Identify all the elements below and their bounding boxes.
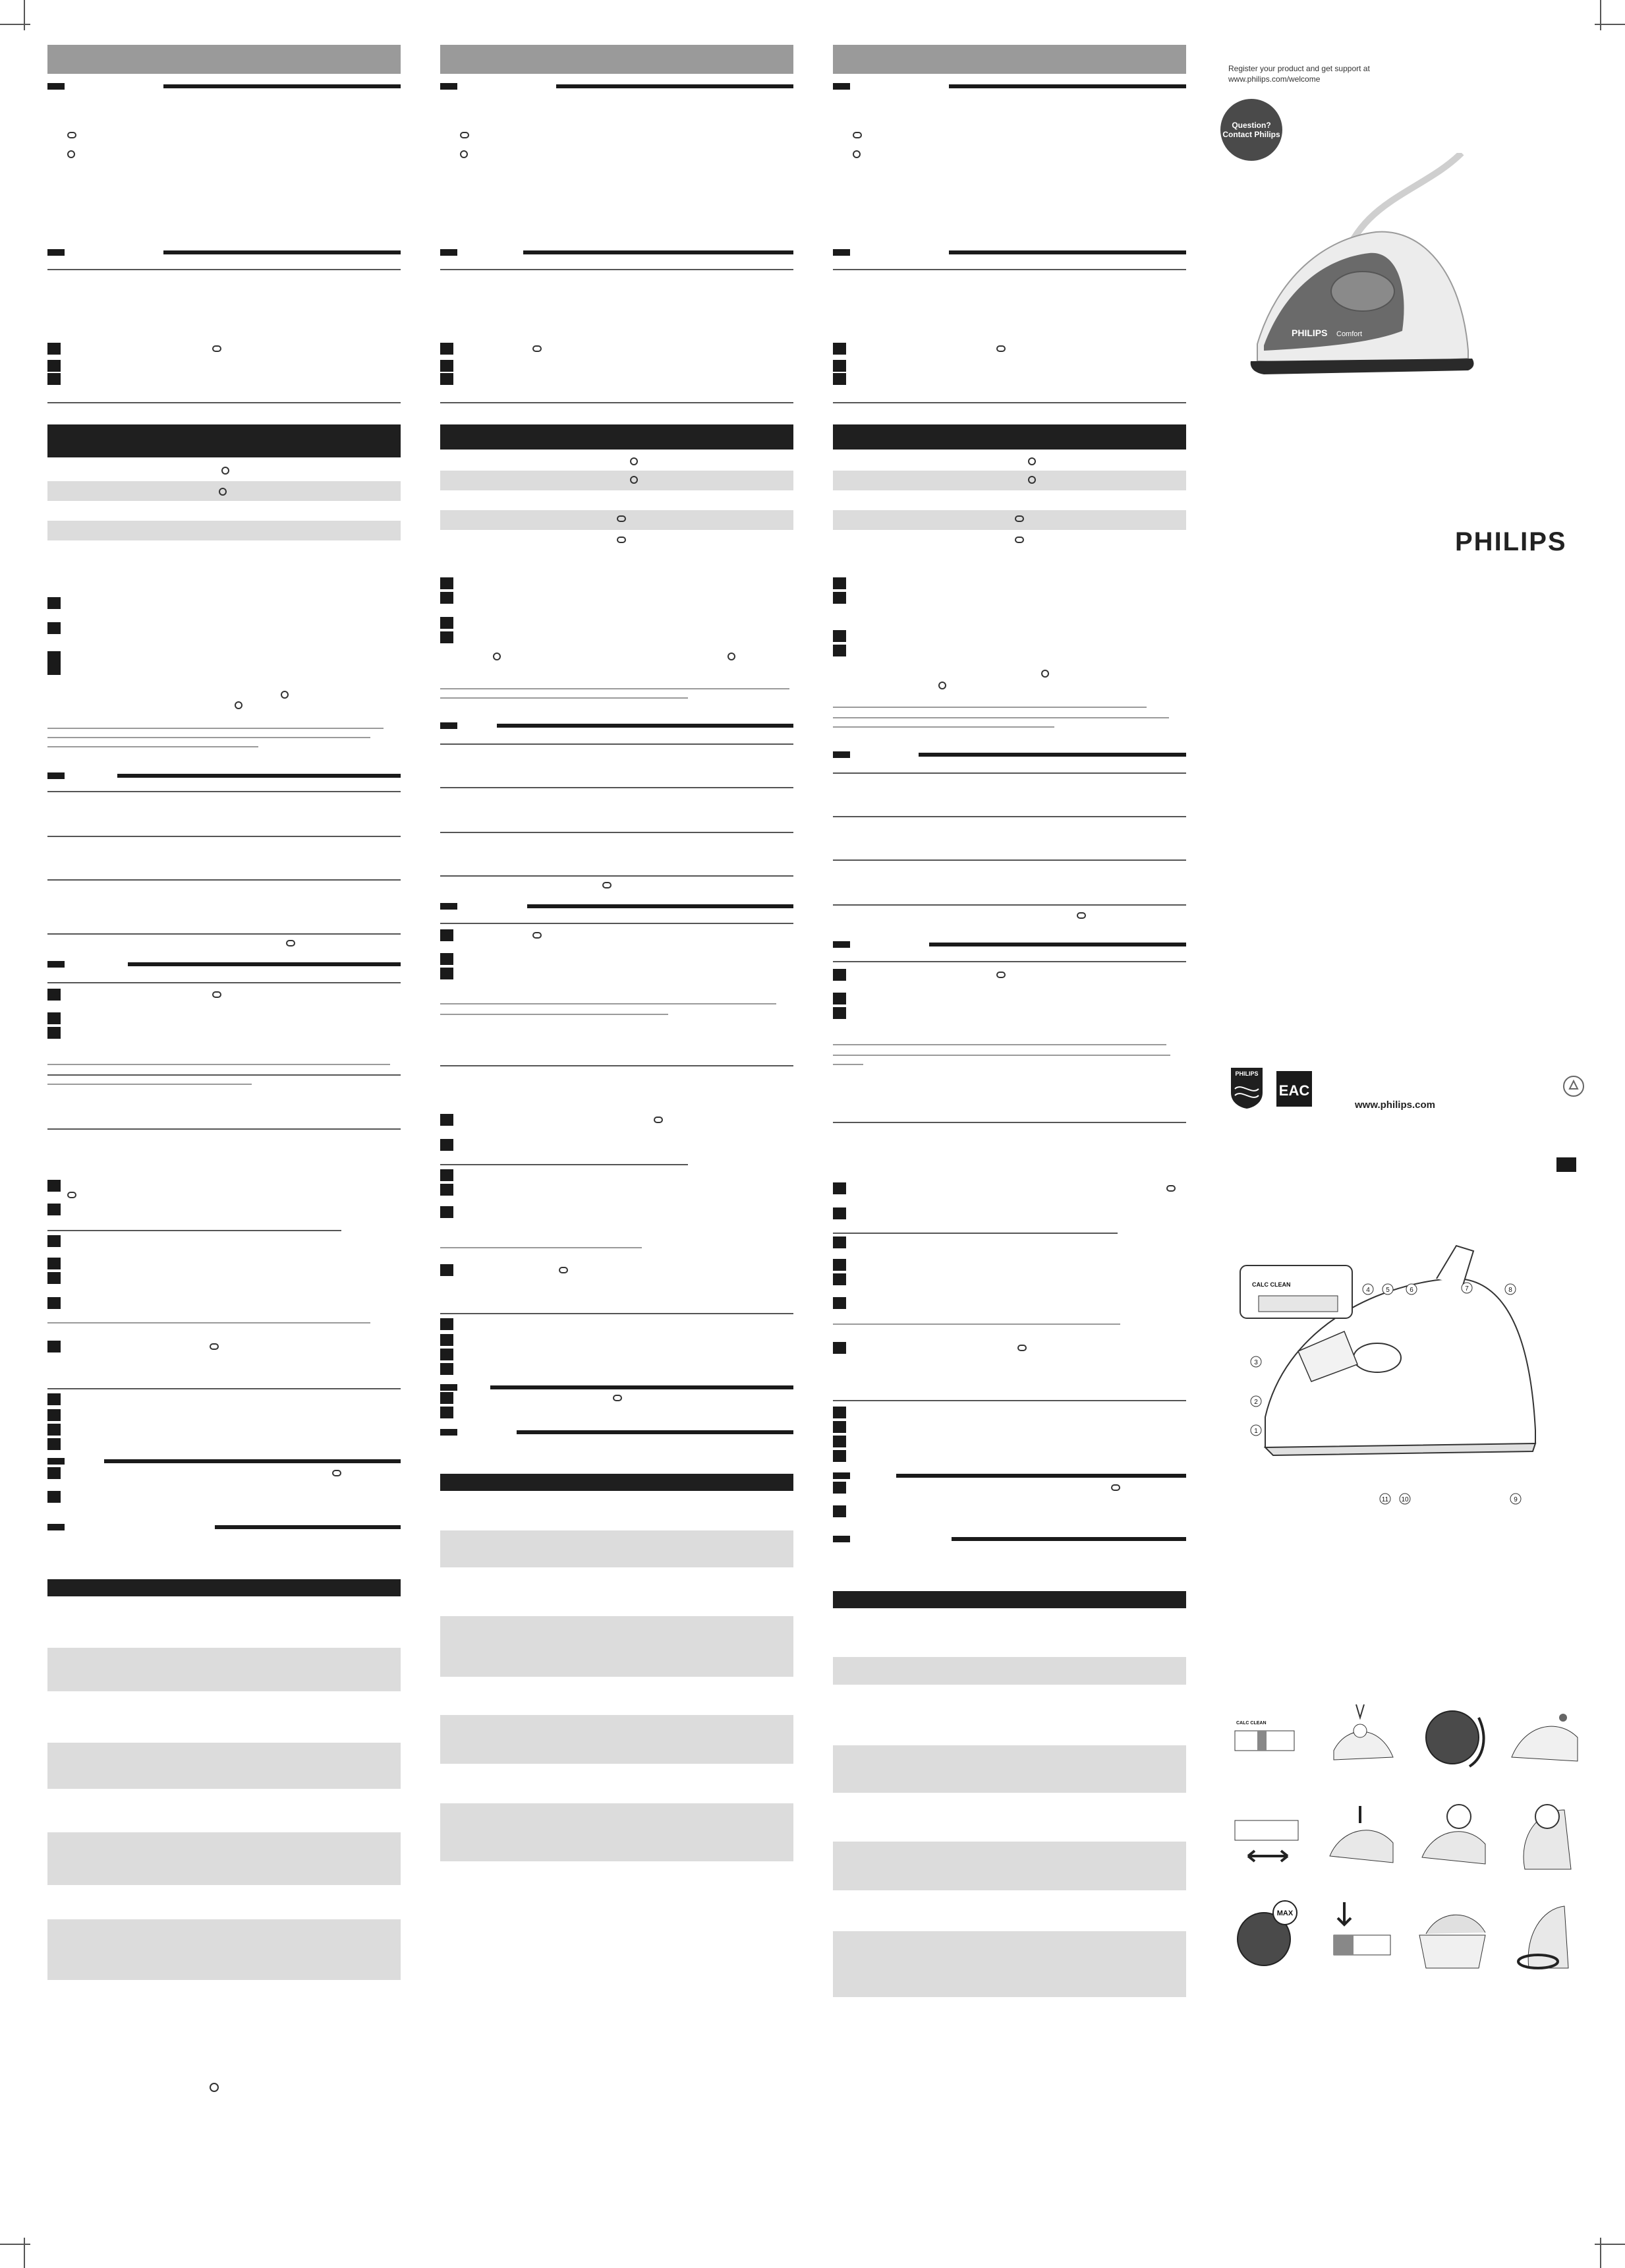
text-line [833, 717, 1169, 718]
table-band [47, 1743, 401, 1789]
step-bullet [833, 630, 846, 642]
text-line [47, 1064, 390, 1065]
text-line [440, 697, 688, 699]
section-heading [47, 1524, 401, 1530]
text-line [833, 1064, 863, 1065]
step-bullet [440, 1349, 453, 1360]
table-band [833, 1842, 1186, 1890]
divider [47, 836, 401, 837]
table-band [47, 521, 401, 540]
step-bullet [47, 360, 61, 372]
divider [833, 1122, 1186, 1123]
section-header-bar [440, 1474, 793, 1491]
step-bullet [47, 1438, 61, 1450]
step-bullet [833, 360, 846, 372]
step-bullet [47, 1491, 61, 1503]
temperature-icon [221, 467, 229, 475]
step-figure-temperature-dial [1413, 1698, 1492, 1777]
step-figure-dial-max [1228, 1896, 1307, 1975]
droplet-steam-icon [212, 991, 221, 998]
droplet-steam-icon [996, 972, 1006, 978]
text-line [440, 688, 789, 689]
callout-8: 8 [1508, 1287, 1512, 1294]
callout-5: 5 [1386, 1287, 1390, 1294]
text-line [440, 1014, 668, 1015]
step-bullet [833, 1450, 846, 1462]
callout-2: 2 [1254, 1399, 1258, 1406]
temperature-icon [727, 653, 735, 660]
temperature-icon [938, 682, 946, 689]
step-bullet [833, 343, 846, 355]
divider [47, 402, 401, 403]
step-bullet [440, 1184, 453, 1196]
droplet-steam-icon [1077, 912, 1086, 919]
divider [47, 879, 401, 881]
step-bullet [47, 663, 61, 675]
temperature-icon [1041, 670, 1049, 678]
step-bullet [440, 929, 453, 941]
steam-iron-product-image [1238, 153, 1481, 436]
droplet-steam-icon [532, 345, 542, 352]
step-bullet [47, 1297, 61, 1309]
step-bullet [440, 592, 453, 604]
droplet-steam-icon [332, 1470, 341, 1476]
eac-label: EAC [1278, 1082, 1310, 1099]
divider [47, 1230, 341, 1231]
step-bullet [833, 1007, 846, 1019]
section-header-bar [833, 1591, 1186, 1608]
product-model-text: Comfort [1336, 330, 1363, 338]
temperature-icon [235, 701, 242, 709]
step-calc-clean-label: CALC CLEAN [1236, 1721, 1267, 1726]
step-figure-calc-clean-slider [1228, 1698, 1307, 1777]
divider [833, 1233, 1118, 1234]
droplet-steam-icon [286, 940, 295, 946]
divider [440, 1164, 688, 1165]
text-line [833, 1323, 1120, 1325]
divider [47, 791, 401, 792]
divider [833, 904, 1186, 906]
divider [833, 1400, 1186, 1401]
callout-6: 6 [1410, 1287, 1413, 1294]
droplet-steam-icon [853, 132, 862, 138]
crop-mark [1600, 2238, 1601, 2268]
step-bullet [833, 1259, 846, 1271]
step-bullet [440, 1169, 453, 1181]
droplet-steam-icon [996, 345, 1006, 352]
step-bullet [440, 577, 453, 589]
crop-mark [1595, 24, 1625, 25]
step-bullet [47, 1235, 61, 1247]
table-band [833, 471, 1186, 490]
divider [440, 832, 793, 833]
step-bullet [833, 1482, 846, 1494]
divider [833, 269, 1186, 270]
step-bullet [833, 969, 846, 981]
callout-10: 10 [1401, 1496, 1409, 1503]
divider [47, 1128, 401, 1130]
step-bullet [440, 1206, 453, 1218]
droplet-steam-icon [617, 515, 626, 522]
divider [47, 1388, 401, 1389]
temperature-icon [1028, 457, 1036, 465]
droplet-steam-icon [1017, 1345, 1027, 1351]
droplet-steam-icon [617, 537, 626, 543]
text-line [47, 746, 258, 747]
register-text: Register your product and get support at www.philips.com/welcome [1228, 64, 1370, 84]
droplet-steam-icon [1015, 515, 1024, 522]
temperature-icon [67, 150, 75, 158]
divider [440, 269, 793, 270]
step-bullet [833, 1273, 846, 1285]
step-bullet [833, 1236, 846, 1248]
step-bullet [833, 1297, 846, 1309]
table-band [833, 510, 1186, 530]
callout-11: 11 [1381, 1496, 1389, 1503]
step-bullet [47, 989, 61, 1001]
divider [440, 787, 793, 788]
table-band [440, 1616, 793, 1677]
section-heading [833, 1536, 1186, 1542]
step-bullet [440, 1114, 453, 1126]
step-bullet [440, 617, 453, 629]
section-header-bar [440, 424, 793, 450]
droplet-steam-icon [532, 932, 542, 939]
step-bullet [440, 1264, 453, 1276]
text-line [47, 1084, 252, 1085]
droplet-steam-icon [67, 132, 76, 138]
droplet-steam-icon [1111, 1484, 1120, 1491]
step-bullet [47, 1341, 61, 1352]
table-band [833, 1657, 1186, 1685]
step-bullet [440, 1407, 453, 1418]
step-bullet [833, 1436, 846, 1447]
step-bullet [47, 1012, 61, 1024]
iron-parts-diagram [1239, 1233, 1549, 1523]
divider [440, 743, 793, 745]
droplet-steam-icon [1166, 1185, 1176, 1192]
language-marker [1556, 1157, 1576, 1172]
droplet-steam-icon [613, 1395, 622, 1401]
section-heading [833, 941, 1186, 948]
step-bullet [47, 373, 61, 385]
step-bullet [47, 343, 61, 355]
divider [833, 402, 1186, 403]
section-heading [833, 83, 1186, 90]
divider [47, 982, 401, 983]
step-bullet [833, 1407, 846, 1418]
crop-mark [0, 2244, 30, 2245]
manual-column-1 [47, 0, 401, 2268]
step-figure-steam-boost [1413, 1797, 1492, 1876]
divider [47, 1074, 401, 1076]
step-bullet [47, 1467, 61, 1479]
temperature-icon [630, 457, 638, 465]
section-heading [47, 772, 401, 779]
step-bullet [47, 1424, 61, 1436]
step-bullet [833, 993, 846, 1004]
table-band [47, 1832, 401, 1885]
crop-mark [24, 2238, 25, 2268]
section-heading [47, 1458, 401, 1465]
text-line [440, 1003, 776, 1004]
droplet-steam-icon [654, 1117, 663, 1123]
droplet-steam-icon [559, 1267, 568, 1273]
callout-1: 1 [1254, 1428, 1258, 1435]
philips-wordmark: PHILIPS [1455, 527, 1567, 556]
text-line [47, 728, 384, 729]
website-url[interactable]: www.philips.com [1355, 1099, 1435, 1111]
step-bullet [47, 1180, 61, 1192]
question-contact-badge[interactable]: Question? Contact Philips [1220, 99, 1282, 161]
step-bullet [440, 1139, 453, 1151]
step-max-label: MAX [1276, 1909, 1294, 1917]
recycle-icon [210, 2083, 219, 2092]
step-bullet [47, 1393, 61, 1405]
step-bullet [47, 597, 61, 609]
step-bullet [833, 1421, 846, 1433]
temperature-icon [460, 150, 468, 158]
table-band [440, 1715, 793, 1764]
section-heading [833, 1472, 1186, 1479]
section-header-bar [47, 1579, 401, 1596]
manual-column-3 [833, 0, 1186, 2268]
table-band [440, 1803, 793, 1861]
step-bullet [833, 592, 846, 604]
temperature-icon [1028, 476, 1036, 484]
droplet-steam-icon [602, 882, 612, 888]
droplet-steam-icon [210, 1343, 219, 1350]
crop-mark [0, 24, 30, 25]
crop-mark [24, 0, 25, 30]
text-line [833, 726, 1054, 728]
callout-4: 4 [1366, 1287, 1370, 1294]
temperature-icon [219, 488, 227, 496]
crop-mark [1600, 0, 1601, 30]
droplet-steam-icon [460, 132, 469, 138]
section-heading [833, 751, 1186, 758]
step-bullet [833, 645, 846, 656]
section-heading [47, 961, 401, 968]
column-header-bar [47, 45, 401, 74]
section-heading [440, 83, 793, 90]
step-bullet [47, 1409, 61, 1421]
step-figure-iron-heating [1505, 1698, 1584, 1777]
step-bullet [47, 622, 61, 634]
calc-clean-label: CALC CLEAN [1252, 1281, 1291, 1288]
step-bullet [833, 1207, 846, 1219]
divider [440, 1065, 793, 1066]
text-line [833, 707, 1147, 708]
step-figure-calc-clean-press [1321, 1896, 1400, 1975]
section-heading [440, 1384, 793, 1391]
step-figure-vertical-steam [1505, 1797, 1584, 1876]
section-header-bar [833, 424, 1186, 450]
text-line [833, 1055, 1170, 1056]
table-band [833, 1745, 1186, 1793]
text-line [833, 1044, 1166, 1045]
text-line [47, 1322, 370, 1323]
step-bullet [47, 1204, 61, 1215]
step-bullet [440, 631, 453, 643]
step-bullet [440, 953, 453, 965]
step-figure-calc-clean-sink [1413, 1896, 1492, 1975]
column-header-bar [833, 45, 1186, 74]
step-bullet [47, 1258, 61, 1269]
temperature-icon [630, 476, 638, 484]
divider [833, 816, 1186, 817]
instruction-step-figures [1228, 1698, 1588, 2001]
section-header-bar [47, 424, 401, 457]
section-heading [440, 249, 793, 256]
step-bullet [47, 1272, 61, 1284]
step-bullet [440, 1392, 453, 1404]
step-bullet [440, 360, 453, 372]
step-bullet [440, 343, 453, 355]
shield-label: PHILIPS [1235, 1070, 1259, 1077]
step-bullet [833, 373, 846, 385]
divider [833, 772, 1186, 774]
eac-certification-icon [1276, 1070, 1313, 1107]
recycle-icon [1562, 1074, 1585, 1098]
step-bullet [440, 968, 453, 979]
step-bullet [47, 1027, 61, 1039]
divider [440, 875, 793, 877]
text-line [47, 737, 370, 738]
step-figure-steam-ironing [1321, 1797, 1400, 1876]
droplet-steam-icon [67, 1192, 76, 1198]
manual-column-2 [440, 0, 793, 2268]
step-bullet [440, 1334, 453, 1346]
step-figure-fill-water [1321, 1698, 1400, 1777]
temperature-icon [853, 150, 861, 158]
section-heading [47, 249, 401, 256]
table-band [833, 1931, 1186, 1997]
section-heading [833, 249, 1186, 256]
step-figure-slider-arrows [1228, 1797, 1307, 1876]
callout-9: 9 [1514, 1496, 1518, 1503]
column-header-bar [440, 45, 793, 74]
temperature-icon [493, 653, 501, 660]
step-bullet [440, 1318, 453, 1330]
droplet-steam-icon [1015, 537, 1024, 543]
droplet-steam-icon [212, 345, 221, 352]
step-bullet [833, 1342, 846, 1354]
callout-3: 3 [1254, 1359, 1258, 1366]
product-logo-text: PHILIPS [1292, 328, 1328, 338]
philips-shield-icon [1230, 1065, 1264, 1110]
step-bullet [440, 1363, 453, 1375]
text-line [440, 1247, 642, 1248]
section-heading [440, 1429, 793, 1436]
step-bullet [47, 651, 61, 663]
table-band [440, 471, 793, 490]
divider [440, 402, 793, 403]
crop-mark [1595, 2244, 1625, 2245]
step-figure-storage [1505, 1896, 1584, 1975]
divider [440, 1313, 793, 1314]
divider [47, 933, 401, 935]
section-heading [440, 722, 793, 729]
table-band [47, 1919, 401, 1980]
table-band [47, 1648, 401, 1691]
step-bullet [440, 373, 453, 385]
step-bullet [833, 1505, 846, 1517]
divider [833, 961, 1186, 962]
table-band [440, 1530, 793, 1567]
step-bullet [833, 1182, 846, 1194]
divider [440, 923, 793, 924]
callout-7: 7 [1465, 1285, 1469, 1293]
divider [833, 859, 1186, 861]
section-heading [47, 83, 401, 90]
divider [47, 269, 401, 270]
step-bullet [833, 577, 846, 589]
temperature-icon [281, 691, 289, 699]
section-heading [440, 903, 793, 910]
